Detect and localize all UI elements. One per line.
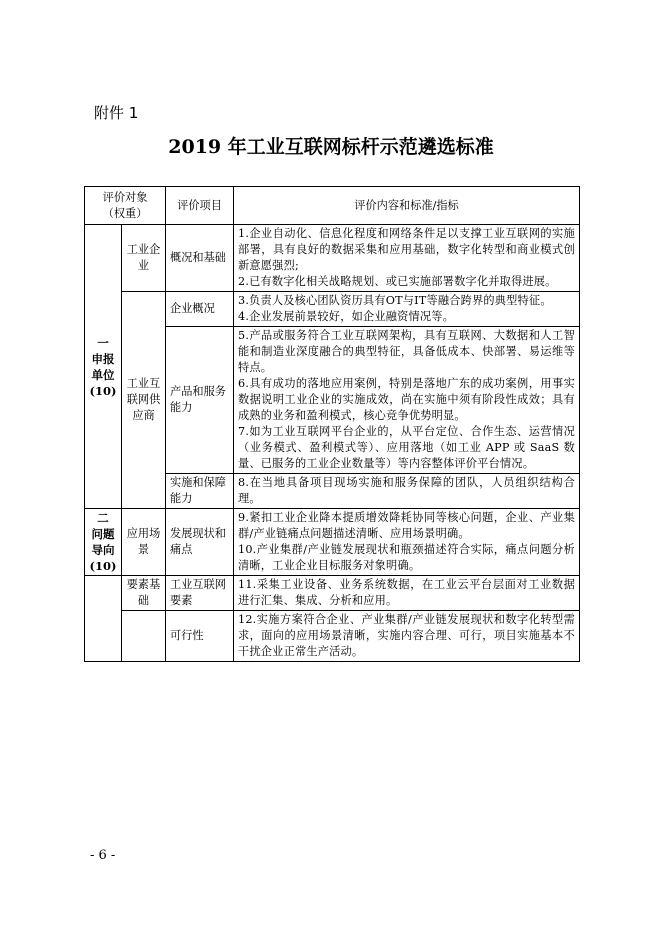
- document-title: 2019 年工业互联网标杆示范遴选标准: [168, 136, 494, 158]
- header-item: 评价项目: [166, 187, 234, 225]
- content-cell: 1.企业自动化、信息化程度和网络条件足以支撑工业互联网的实施部署，具有良好的数据采集和应用基础，数字化转型和商业模式创新意愿强烈; 2.已有数字化相关战略规划、或已实施部署数字化并取得进展。: [234, 225, 580, 292]
- content-cell: 5.产品或服务符合工业互联网架构，具有互联网、大数据和人工智能和制造业深度融合的典型特征，具备低成本、快部署、易运维等特点。 6.具有成功的落地应用案例，特别是落地广东的成功案例，用事实数据说明工业企业的实施成效，尚在实施中须有阶段性成效；具有成熟的业务和盈利模式，核心竞争优势明显。 7.如为工业互联网平台企业的，从平台定位、合作生态、运营情况（业务模式、盈利模式等）、应用落地（如工业 APP 或 SaaS 数量、已服务的工业企业数量等）等内容整体评价平台情况。: [234, 327, 580, 474]
- group-label-problem: 二 问题 导向 (10): [85, 509, 122, 576]
- item-cell: 可行性: [166, 611, 234, 662]
- item-cell: 产品和服务能力: [166, 327, 234, 474]
- table-header-row: [85, 187, 580, 225]
- subgroup-internet-provider: 工业互联网供应商: [122, 292, 166, 509]
- subgroup-element-basis: 要素基础: [122, 576, 166, 611]
- item-cell: 实施和保障能力: [166, 474, 234, 509]
- header-target: 评价对象 （权重）: [85, 187, 166, 225]
- item-cell: 概况和基础: [166, 225, 234, 292]
- table-row: [85, 509, 580, 576]
- table-row: [85, 576, 580, 611]
- item-cell: 企业概况: [166, 292, 234, 327]
- content-cell: 11.采集工业设备、业务系统数据，在工业云平台层面对工业数据进行汇集、集成、分析和应用。: [234, 576, 580, 611]
- group-label-applicant: 一 申报 单位 (10): [85, 225, 122, 509]
- header-content: 评价内容和标准/指标: [234, 187, 580, 225]
- content-cell: 3.负责人及核心团队资历具有OT与IT等融合跨界的典型特征。 4.企业发展前景较好，如企业融资情况等。: [234, 292, 580, 327]
- attachment-label: 附件 1: [94, 104, 139, 122]
- content-cell: 12.实施方案符合企业、产业集群/产业链发展现状和数字化转型需求，面向的应用场景清晰，实施内容合理、可行，项目实施基本不干扰企业正常生产活动。: [234, 611, 580, 662]
- table-row: [85, 611, 580, 662]
- subgroup-empty: [122, 611, 166, 662]
- content-cell: 8.在当地具备项目现场实施和服务保障的团队，人员组织结构合理。: [234, 474, 580, 509]
- subgroup-application-scenario: 应用场景: [122, 509, 166, 576]
- evaluation-standards-table: [84, 186, 580, 662]
- table-row: [85, 292, 580, 327]
- item-cell: 发展现状和痛点: [166, 509, 234, 576]
- table-row: [85, 225, 580, 292]
- item-cell: 工业互联网要素: [166, 576, 234, 611]
- subgroup-industrial-enterprise: 工业企业: [122, 225, 166, 292]
- page-number: - 6 -: [90, 848, 116, 863]
- content-cell: 9.紧扣工业企业降本提质增效降耗协同等核心问题，企业、产业集群/产业链痛点问题描述清晰、应用场景明确。 10.产业集群/产业链发展现状和瓶颈描述符合实际，痛点问题分析清晰，工业企业目标服务对象明确。: [234, 509, 580, 576]
- group-label-empty: [85, 576, 122, 662]
